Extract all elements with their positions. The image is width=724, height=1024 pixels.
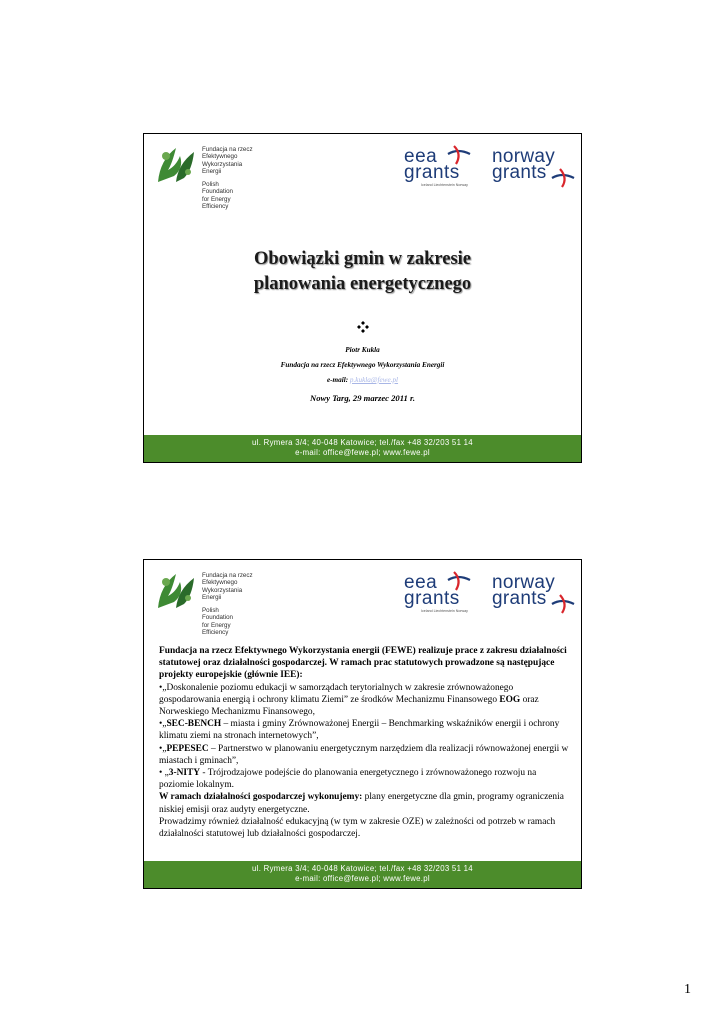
fewe-line: Wykorzystania [202,586,243,594]
norway-swoosh-icon [550,168,576,188]
text-run-bold: W ramach działalności gospodarczej wykonujemy: [159,792,363,803]
fewe-line: Efficiency [202,629,229,637]
fewe-line: Energii [202,167,222,175]
eea-word: eea [404,572,438,593]
footer-address: ul. Rymera 3/4; 40-048 Katowice; tel./fax +48 32/203 51 14 [252,438,473,447]
author-name: Piotr Kukla [345,346,380,354]
email-label: e-mail: [326,376,349,384]
slide-title [143,133,582,463]
norway-word: norway [492,146,556,167]
text-run: plany energetyczne dla gmin, programy ograniczenia niskiej emisji oraz audyty energetyczne. [159,792,564,815]
diamond-bullet-icon [357,321,369,333]
footer-contact: e-mail: office@fewe.pl; www.fewe.pl [295,874,430,883]
fewe-line: for Energy [202,621,231,629]
fewe-logo-text [202,146,253,210]
project-item-sec-bench [159,718,569,742]
eea-grants-logo [404,568,474,618]
norway-grants-word: grants [492,162,547,183]
slide-about-fewe [143,559,582,889]
footer-contact: e-mail: office@fewe.pl; www.fewe.pl [295,448,430,457]
slide-footer [144,861,581,888]
project-item-edukacja [159,682,569,719]
norway-word: norway [492,572,556,593]
fewe-logo-text [202,572,253,636]
project-item-pepesec [159,743,569,767]
eea-grants-word: grants [404,588,460,609]
fewe-line: Foundation [202,188,233,196]
fewe-line: Polish [202,607,219,615]
fewe-logo-icon [154,142,200,188]
title-line-2: planowania energetycznego [253,274,472,294]
fewe-line: Fundacja na rzecz [202,146,253,153]
text-run: •„ [159,743,167,754]
text-run-bold: EOG [499,694,521,705]
commercial-activity-paragraph [159,791,569,815]
eea-grants-logo [404,142,474,192]
text-run-bold: PEPESEC [166,743,209,754]
organization-name: Fundacja na rzecz Efektywnego Wykorzystania Energii [280,361,445,369]
eea-word: eea [404,146,438,167]
norway-grants-logo [492,572,578,616]
page-number: 1 [684,982,691,997]
text-run: – miasta i gminy Zrównoważonej Energii – Benchmarking wskaźników energii i ochrony klimatu ziemi na stronach internetowych”, [159,719,560,742]
fewe-line: Foundation [202,614,233,622]
fewe-line: Efektywnego [202,579,238,587]
fewe-line: Energii [202,593,222,601]
fewe-line: Efektywnego [202,153,238,161]
text-run: • „ [159,768,169,779]
fewe-line: Fundacja na rzecz [202,572,253,579]
text-run-bold: SEC-BENCH [166,719,222,730]
email-link[interactable]: p.kukla@fewe.pl [349,376,399,384]
fewe-logo-icon [154,568,200,614]
norway-swoosh-icon [550,594,576,614]
eea-swoosh-icon [446,144,472,166]
email-line [144,376,581,384]
text-run: •„ [159,719,167,730]
title-line-1: Obowiązki gmin w zakresie [253,249,472,269]
text-run: oraz Norweskiego Mechanizmu Finansowego, [159,694,539,718]
slide-title-heading [144,247,581,297]
text-run: •„Doskonalenie poziomu edukacji w samorządach terytorialnych w zakresie zrównoważonego gospodarowania energią i ochrony klimatu Ziemi” ze środków Mechanizmu Finansowego [159,682,514,705]
fewe-line: Wykorzystania [202,160,243,168]
eea-swoosh-icon [446,570,472,592]
eea-grants-word: grants [404,162,460,183]
eea-subtitle: Iceland Liechtenstein Norway [421,183,468,187]
fewe-line: Efficiency [202,203,229,211]
text-run: - Trójrodzajowe podejście do planowania energetycznego i zrównoważonego rozwoju na poziomie lokalnym. [159,768,537,791]
text-run: – Partnerstwo w planowaniu energetycznym narzędziem dla realizacji równoważonej energii w miastach i gminach”, [159,743,569,766]
eea-subtitle: Iceland Liechtenstein Norway [421,609,468,613]
project-item-3-nity [159,767,569,791]
norway-grants-logo [492,146,578,190]
fewe-line: for Energy [202,195,231,203]
education-paragraph: Prowadzimy również działalność edukacyjną (w tym w zakresie OZE) w zależności od potrzeb w ramach działalności statutowej lub działalności gospodarczej. [159,816,556,840]
presentation-date: Nowy Targ, 29 marzec 2011 r. [310,393,415,403]
footer-address: ul. Rymera 3/4; 40-048 Katowice; tel./fax +48 32/203 51 14 [252,864,473,873]
slide-body-text [159,645,569,840]
slide-footer [144,435,581,462]
text-run-bold: 3-NITY [168,768,201,779]
intro-paragraph: Fundacja na rzecz Efektywnego Wykorzystania energii (FEWE) realizuje prace z zakresu działalności statutowej oraz działalności gospodarczej. W ramach prac statutowych prowadzone są następujące projekty europejskie (głównie IEE): [159,646,567,681]
norway-grants-word: grants [492,588,547,609]
fewe-line: Polish [202,181,219,189]
